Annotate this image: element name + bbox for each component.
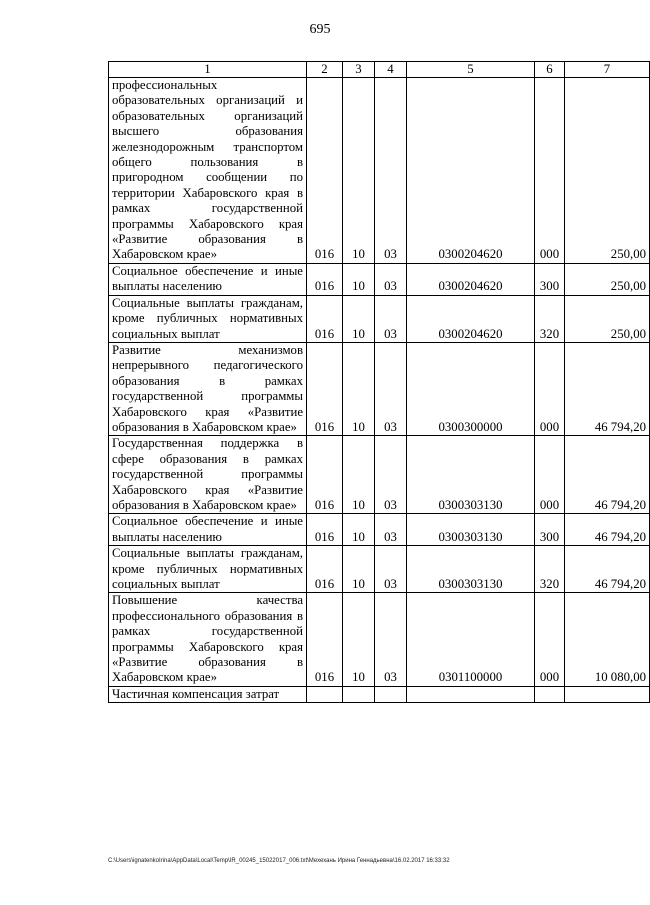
description-line: иные выплаты населению [112,514,303,544]
description-line: профессионального [112,608,220,623]
amount: 250,00 [565,263,650,295]
header-col-2: 2 [307,62,343,78]
description-line: образования в рамках [112,608,303,639]
target-article-code: 0300303130 [407,546,535,593]
subsection-code: 03 [375,263,407,295]
description-line: государственной программы [112,624,303,654]
amount: 46 794,20 [565,342,650,435]
target-article-code: 0301100000 [407,593,535,686]
expense-type-code: 000 [535,436,565,514]
table-row [109,593,650,686]
description-line: выплат [180,326,220,341]
description-line: образования в Хабаровском [112,497,264,512]
description-line: Социальное обеспечение и [112,514,268,529]
row-description [109,546,307,593]
description-line: в рамках государственной [112,373,303,404]
target-article-code: 0300204620 [407,263,535,295]
header-row [109,62,650,78]
ministry-code: 016 [307,514,343,546]
description-line: нормативных социальных [112,561,303,591]
subsection-code: 03 [375,295,407,342]
section-code: 10 [343,546,375,593]
row-description [109,593,307,686]
table-row-continued [109,686,650,702]
table-row [109,263,650,295]
description-line: и образовательных [112,93,303,123]
section-code: 10 [343,593,375,686]
page-number: 695 [309,22,331,37]
ministry-code: 016 [307,436,343,514]
description-line: пользования в пригородном [112,155,304,185]
description-line: «Развитие образования в [112,404,304,434]
header-col-7: 7 [565,62,650,78]
row-description [109,436,307,514]
row-description [109,295,307,342]
description-line: организаций высшего [112,108,303,139]
description-line: Хабаровского края «Развитие [112,482,303,497]
description-line: сфере образования в рамках [112,451,303,466]
description-line: Хабаровского края в рамках [112,185,303,216]
row-description [109,263,307,295]
description-line: профессиональных [112,78,218,92]
description-line: Социальные выплаты [112,295,234,310]
description-line: непрерывного [112,358,190,373]
description-line: педагогического образования [112,358,303,388]
description-line: Хабаровского края «Развитие [112,639,303,670]
amount: 250,00 [565,295,650,342]
target-article-code: 0300204620 [407,78,535,264]
budget-table [108,61,650,703]
description-line: государственной программы [112,201,303,231]
header-col-5: 5 [407,62,535,78]
target-article-code: 0300300000 [407,342,535,435]
ministry-code: 016 [307,593,343,686]
table-row [109,295,650,342]
header-col-6: 6 [535,62,565,78]
subsection-code: 03 [375,436,407,514]
ministry-code: 016 [307,342,343,435]
description-line: крае» [186,247,217,262]
subsection-code: 03 [375,593,407,686]
subsection-code: 03 [375,514,407,546]
ministry-code: 016 [307,295,343,342]
table-row [109,514,650,546]
description-line: гражданам, кроме публичных [112,295,303,326]
description-line: крае» [266,497,297,512]
ministry-code: 016 [307,546,343,593]
description-line: образования в Хабаровском [112,655,303,685]
description-line: выплат [180,577,220,591]
description-line: программы Хабаровского края [112,389,303,419]
description-line: Хабаровском крае» [191,419,297,434]
amount: 10 080,00 [565,593,650,686]
description-line: образовательных организаций [112,93,285,108]
file-path-footer: C:\Users\ignatenkoIrina\AppData\Local\Temp\IR_00245_15022017_006.txt\Мехехань Ирина Геннадьевна\16.02.2017 16:33:32 [108,858,450,864]
row-description [109,78,307,264]
description-line: железнодорожным [112,139,215,154]
description-line: Государственная поддержка в [112,436,303,451]
description-line: государственной программы [112,467,303,482]
table-row [109,342,650,435]
description-line: сообщении по территории [112,170,303,200]
description-line: Социальные выплаты [112,546,234,561]
row-description [109,514,307,546]
ministry-code: 016 [307,78,343,264]
description-line: нормативных социальных [112,311,303,341]
target-article-code: 0300204620 [407,295,535,342]
table-row [109,436,650,514]
description-line: гражданам, кроме публичных [112,546,303,576]
section-code: 10 [343,78,375,264]
expense-type-code: 000 [535,593,565,686]
description-line: Повышение качества [112,593,303,608]
header-col-1: 1 [109,62,307,78]
section-code: 10 [343,342,375,435]
amount: 46 794,20 [565,514,650,546]
amount: 46 794,20 [565,436,650,514]
expense-type-code: 300 [535,263,565,295]
section-code: 10 [343,514,375,546]
description-line: иные выплаты населению [112,263,303,294]
expense-type-code: 320 [535,546,565,593]
section-code: 10 [343,263,375,295]
description-line: образования [235,124,303,139]
target-article-code: 0300303130 [407,436,535,514]
ministry-code: 016 [307,263,343,295]
description-line: Развитие механизмов [112,342,303,357]
row-description: Частичная компенсация затрат [109,686,307,702]
table-row [109,546,650,593]
subsection-code: 03 [375,342,407,435]
section-code: 10 [343,436,375,514]
expense-type-code: 320 [535,295,565,342]
expense-type-code: 000 [535,342,565,435]
description-line: образования в Хабаровском [112,232,303,262]
header-col-4: 4 [375,62,407,78]
subsection-code: 03 [375,546,407,593]
description-line: крае» [186,670,217,685]
target-article-code: 0300303130 [407,514,535,546]
description-line: транспортом общего [112,139,303,170]
table-row [109,78,650,264]
amount: 250,00 [565,78,650,264]
row-description [109,342,307,435]
expense-type-code: 300 [535,514,565,546]
amount: 46 794,20 [565,546,650,593]
expense-type-code: 000 [535,78,565,264]
description-line: Социальное обеспечение и [112,263,268,278]
subsection-code: 03 [375,78,407,264]
description-line: Хабаровского края «Развитие [112,216,303,247]
section-code: 10 [343,295,375,342]
header-col-3: 3 [343,62,375,78]
